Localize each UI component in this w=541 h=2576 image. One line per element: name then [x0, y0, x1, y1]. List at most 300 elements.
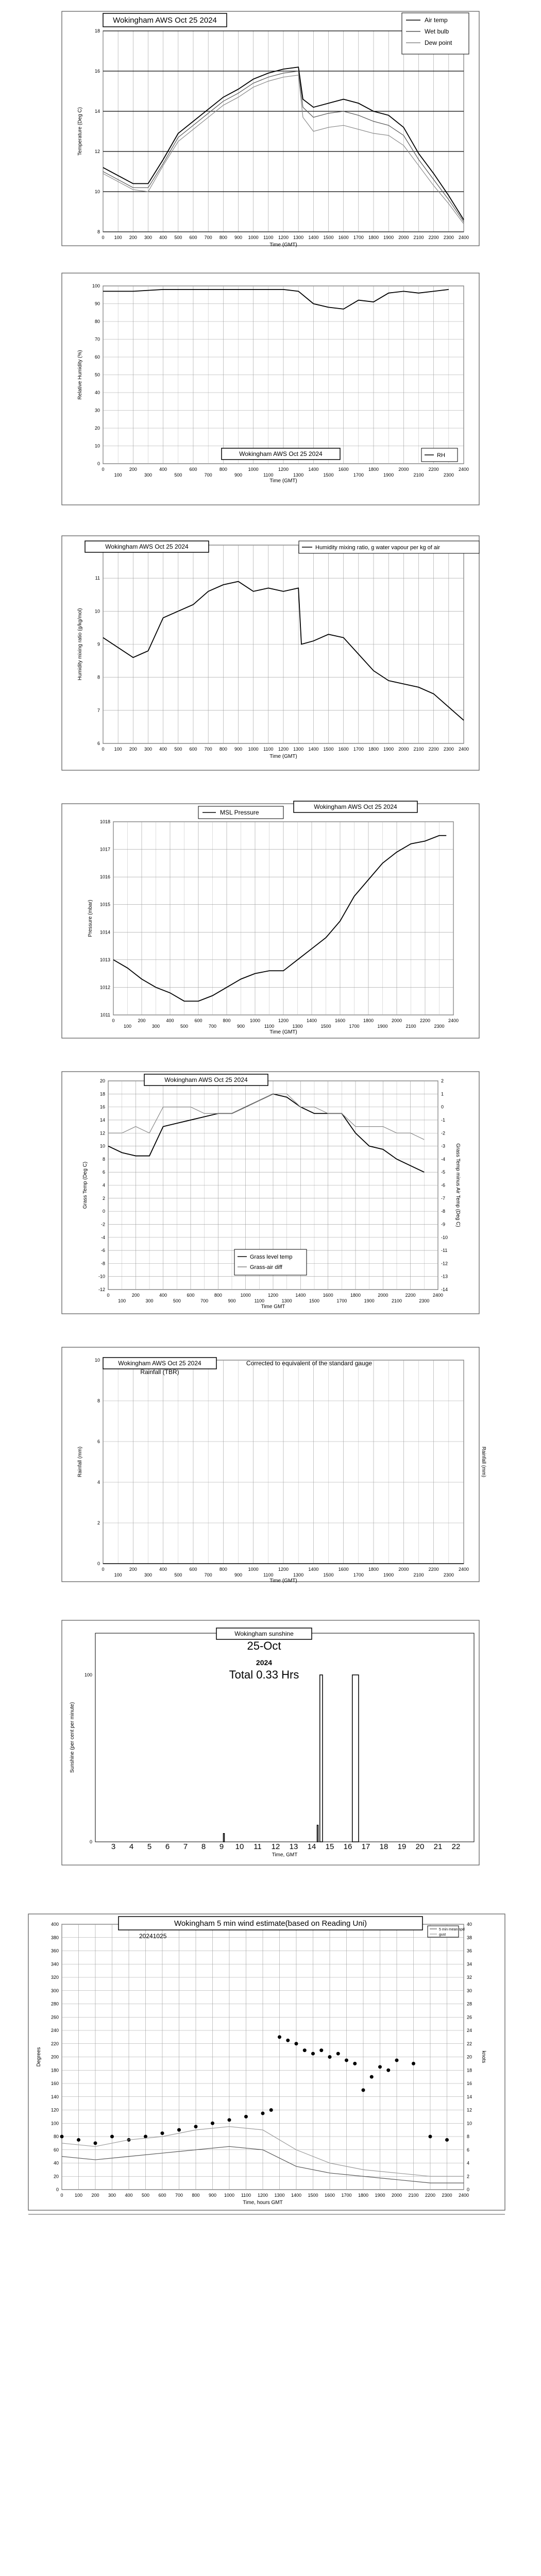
- legend-label: Grass level temp: [250, 1254, 293, 1260]
- y-tick-label: 120: [50, 2107, 59, 2113]
- x-tick-label: 1300: [293, 747, 304, 752]
- legend-label: Grass-air diff: [250, 1264, 282, 1270]
- y2-tick-label: 34: [467, 1961, 472, 1967]
- wind-direction-point: [60, 2135, 64, 2139]
- wind-direction-point: [269, 2108, 273, 2112]
- x-tick-label: 1100: [263, 235, 274, 240]
- x-axis-label: Time, hours GMT: [243, 2200, 283, 2206]
- x-tick-label: 1600: [338, 467, 349, 472]
- x-tick-label: 0: [102, 747, 105, 752]
- y-tick-label: 10: [94, 1358, 100, 1363]
- x-tick-label: 500: [180, 1024, 189, 1029]
- y2-tick-label: 8: [467, 2134, 470, 2139]
- x-tick-label: 1800: [368, 235, 379, 240]
- x-tick-label: 100: [114, 1572, 122, 1578]
- x-tick-label: 1900: [383, 472, 394, 478]
- x-tick-label: 2300: [443, 235, 454, 240]
- wind-direction-point: [336, 2052, 340, 2056]
- x-tick-label: 1100: [263, 747, 274, 752]
- chart-6: [62, 1347, 486, 1584]
- x-tick-label: 2100: [413, 235, 424, 240]
- y2-tick-label: 18: [467, 2067, 472, 2073]
- wind-direction-point: [345, 2058, 348, 2062]
- x-tick-label: 300: [144, 472, 153, 478]
- x-tick-label: 1500: [309, 1298, 320, 1303]
- y2-tick-label: -5: [441, 1170, 446, 1175]
- x-tick-label: 2100: [413, 747, 424, 752]
- x-tick-label: 2400: [458, 1567, 469, 1572]
- x-tick-label: 900: [234, 235, 243, 240]
- x-tick-label: 500: [174, 235, 182, 240]
- x-tick-label: 1000: [248, 747, 259, 752]
- x-tick-label: 1300: [293, 235, 304, 240]
- x-tick-label: 21: [433, 1842, 443, 1851]
- y-tick-label: 10: [94, 189, 100, 194]
- chart-subtitle: 25-Oct: [247, 1639, 281, 1652]
- legend-label: 5 min mean spd: [439, 1928, 465, 1931]
- x-tick-label: 11: [253, 1842, 262, 1851]
- x-tick-label: 2400: [458, 747, 469, 752]
- wind-direction-point: [445, 2138, 449, 2142]
- x-tick-label: 0: [102, 235, 105, 240]
- x-tick-label: 900: [234, 1572, 243, 1578]
- y-tick-label: 10: [99, 1143, 105, 1149]
- x-tick-label: 1200: [278, 467, 289, 472]
- x-tick-label: 6: [165, 1842, 170, 1851]
- y-tick-label: -6: [100, 1248, 105, 1253]
- y2-tick-label: -3: [441, 1143, 446, 1149]
- x-tick-label: 200: [129, 747, 137, 752]
- x-tick-label: 1300: [293, 1572, 304, 1578]
- x-tick-label: 500: [174, 1572, 182, 1578]
- y2-tick-label: 20: [467, 2054, 472, 2060]
- y-tick-label: 200: [50, 2054, 59, 2060]
- y2-tick-label: 22: [467, 2041, 472, 2046]
- y-axis-label: Temperature (Deg C): [77, 107, 83, 156]
- x-tick-label: 1700: [341, 2193, 352, 2198]
- x-tick-label: 1300: [292, 1024, 303, 1029]
- chart-1: [62, 11, 479, 248]
- y2-tick-label: 24: [467, 2028, 472, 2033]
- y-tick-label: 12: [94, 149, 100, 154]
- x-axis-label: Time (GMT): [269, 754, 297, 759]
- legend-label: MSL Pressure: [220, 809, 259, 816]
- x-tick-label: 1500: [323, 1572, 334, 1578]
- wind-direction-point: [386, 2069, 390, 2072]
- chart-title: Wokingham AWS Oct 25 2024: [113, 16, 217, 25]
- y-axis-label: Relative Humidity (%): [77, 350, 83, 400]
- y-tick-label: 20: [94, 426, 100, 431]
- y2-tick-label: 12: [467, 2107, 472, 2113]
- y-tick-label: 340: [50, 1961, 59, 1967]
- y-tick-label: 240: [50, 2028, 59, 2033]
- x-axis-label: Time (GMT): [269, 1029, 297, 1035]
- x-tick-label: 1700: [349, 1024, 360, 1029]
- x-tick-label: 10: [235, 1842, 244, 1851]
- x-tick-label: 1900: [383, 235, 394, 240]
- x-tick-label: 22: [451, 1842, 461, 1851]
- x-tick-label: 2400: [458, 2193, 469, 2198]
- x-tick-label: 1100: [241, 2193, 251, 2198]
- wind-direction-point: [370, 2075, 374, 2079]
- x-tick-label: 2000: [398, 747, 409, 752]
- wind-direction-point: [110, 2135, 114, 2139]
- y2-tick-label: -13: [441, 1274, 448, 1279]
- y2-tick-label: 2: [467, 2174, 470, 2179]
- y-tick-label: 40: [94, 390, 100, 395]
- x-tick-label: 800: [219, 467, 227, 472]
- x-tick-label: 500: [141, 2193, 150, 2198]
- y-tick-label: 400: [50, 1922, 59, 1927]
- y-tick-label: 10: [94, 443, 100, 449]
- wind-direction-point: [161, 2131, 164, 2135]
- y-tick-label: 12: [99, 1130, 105, 1136]
- x-tick-label: 100: [114, 235, 122, 240]
- x-tick-label: 200: [131, 1293, 140, 1298]
- x-tick-label: 1200: [267, 1293, 279, 1298]
- x-tick-label: 4: [129, 1842, 134, 1851]
- x-tick-label: 100: [114, 747, 122, 752]
- legend-label: Wet bulb: [425, 28, 449, 35]
- y-tick-label: 260: [50, 2014, 59, 2020]
- y2-tick-label: 26: [467, 2014, 472, 2020]
- y2-tick-label: 2: [441, 1078, 444, 1083]
- wind-direction-point: [228, 2118, 231, 2122]
- x-tick-label: 1700: [353, 747, 364, 752]
- x-tick-label: 1400: [308, 467, 319, 472]
- x-tick-label: 1400: [295, 1293, 306, 1298]
- wind-direction-point: [319, 2048, 323, 2052]
- wind-direction-point: [362, 2088, 365, 2092]
- x-tick-label: 1100: [263, 1572, 274, 1578]
- chart-4: [62, 801, 479, 1038]
- wind-direction-point: [244, 2115, 248, 2119]
- x-tick-label: 700: [204, 1572, 212, 1578]
- x-tick-label: 900: [236, 1024, 245, 1029]
- x-tick-label: 1500: [308, 2193, 318, 2198]
- y-tick-label: 220: [50, 2041, 59, 2046]
- x-tick-label: 14: [307, 1842, 316, 1851]
- y-axis-label: Degrees: [36, 2047, 42, 2067]
- chart-subtitle: Rainfall (TBR): [140, 1368, 179, 1376]
- plot-area: [95, 1633, 474, 1842]
- x-tick-label: 1800: [358, 2193, 369, 2198]
- x-tick-label: 900: [234, 747, 243, 752]
- y-tick-label: 8: [97, 674, 100, 680]
- chart-3: [62, 536, 479, 770]
- x-tick-label: 100: [118, 1298, 126, 1303]
- x-tick-label: 1700: [353, 1572, 364, 1578]
- y-tick-label: 1017: [99, 846, 110, 852]
- y2-tick-label: -1: [441, 1117, 446, 1123]
- wind-direction-point: [194, 2125, 198, 2128]
- x-tick-label: 1600: [338, 235, 349, 240]
- wind-direction-point: [295, 2042, 298, 2045]
- y2-tick-label: -2: [441, 1130, 446, 1136]
- y-tick-label: 1011: [100, 1012, 110, 1018]
- x-tick-label: 300: [151, 1024, 160, 1029]
- y-tick-label: 1014: [99, 929, 110, 935]
- x-tick-label: 1600: [338, 1567, 349, 1572]
- x-tick-label: 200: [129, 1567, 137, 1572]
- x-tick-label: 2300: [419, 1298, 430, 1303]
- x-tick-label: 15: [325, 1842, 334, 1851]
- x-tick-label: 2000: [391, 2193, 402, 2198]
- x-tick-label: 100: [114, 472, 122, 478]
- chart-title: Wokingham AWS Oct 25 2024: [314, 803, 397, 810]
- x-axis-label: Time (GMT): [269, 478, 297, 484]
- x-tick-label: 2300: [443, 747, 454, 752]
- x-tick-label: 1500: [323, 235, 334, 240]
- y-tick-label: 8: [102, 1156, 105, 1162]
- x-tick-label: 700: [208, 1024, 217, 1029]
- x-tick-label: 1900: [377, 1024, 388, 1029]
- x-tick-label: 600: [189, 1567, 197, 1572]
- wind-direction-point: [177, 2128, 181, 2132]
- y2-tick-label: -7: [441, 1195, 446, 1201]
- x-tick-label: 2300: [434, 1024, 445, 1029]
- x-tick-label: 800: [219, 747, 227, 752]
- x-tick-label: 0: [102, 1567, 105, 1572]
- y-tick-label: -2: [100, 1222, 105, 1227]
- wind-direction-point: [286, 2039, 290, 2042]
- x-tick-label: 1900: [383, 747, 394, 752]
- x-tick-label: 1800: [350, 1293, 361, 1298]
- y-axis-label: Pressure (mbar): [88, 900, 93, 937]
- y-tick-label: 50: [94, 372, 100, 378]
- chart-subtitle: 20241025: [139, 1933, 167, 1940]
- x-tick-label: 700: [200, 1298, 209, 1303]
- y-tick-label: 14: [99, 1117, 105, 1123]
- x-tick-label: 200: [91, 2193, 99, 2198]
- y-tick-label: 10: [94, 608, 100, 614]
- x-tick-label: 300: [145, 1298, 154, 1303]
- x-tick-label: 1300: [293, 472, 304, 478]
- chart-title: Wokingham AWS Oct 25 2024: [118, 1360, 201, 1367]
- x-tick-label: 2000: [398, 467, 409, 472]
- y-tick-label: 40: [53, 2160, 59, 2166]
- x-tick-label: 2400: [432, 1293, 444, 1298]
- wind-direction-point: [395, 2058, 399, 2062]
- x-tick-label: 600: [189, 747, 197, 752]
- x-tick-label: 300: [144, 235, 153, 240]
- x-tick-label: 800: [219, 1567, 227, 1572]
- wind-direction-point: [303, 2048, 307, 2052]
- y2-axis-label: knots: [481, 2050, 486, 2063]
- wind-direction-point: [328, 2055, 332, 2059]
- x-tick-label: 100: [123, 1024, 132, 1029]
- y-tick-label: 16: [94, 69, 100, 74]
- x-tick-label: 800: [192, 2193, 200, 2198]
- x-tick-label: 2100: [408, 2193, 419, 2198]
- x-tick-label: 500: [174, 472, 182, 478]
- y-tick-label: 100: [92, 283, 100, 289]
- wind-direction-point: [94, 2141, 97, 2145]
- y2-tick-label: 0: [441, 1104, 444, 1110]
- y-tick-label: 1012: [99, 985, 110, 990]
- x-tick-label: 400: [159, 467, 167, 472]
- x-tick-label: 1000: [248, 1567, 259, 1572]
- x-tick-label: 1400: [306, 1018, 317, 1023]
- x-tick-label: 2200: [428, 235, 439, 240]
- y-tick-label: 4: [97, 1480, 100, 1485]
- y2-tick-label: -12: [441, 1261, 448, 1266]
- y2-tick-label: 40: [467, 1922, 472, 1927]
- x-tick-label: 1800: [368, 467, 379, 472]
- x-tick-label: 1800: [363, 1018, 374, 1023]
- x-tick-label: 1900: [383, 1572, 394, 1578]
- x-tick-label: 600: [187, 1293, 195, 1298]
- y-tick-label: 18: [94, 28, 100, 33]
- x-tick-label: 800: [219, 235, 227, 240]
- legend-label: gust: [439, 1933, 446, 1937]
- x-tick-label: 300: [108, 2193, 116, 2198]
- x-axis-label: Time GMT: [261, 1304, 285, 1310]
- y2-tick-label: 16: [467, 2081, 472, 2086]
- x-tick-label: 600: [194, 1018, 202, 1023]
- x-tick-label: 400: [166, 1018, 174, 1023]
- x-tick-label: 300: [144, 747, 153, 752]
- wind-direction-point: [261, 2111, 265, 2115]
- x-tick-label: 2300: [442, 2193, 452, 2198]
- y2-tick-label: 36: [467, 1948, 472, 1954]
- y-tick-label: 8: [97, 1398, 100, 1403]
- x-tick-label: 100: [74, 2193, 83, 2198]
- y2-tick-label: -14: [441, 1287, 448, 1292]
- y-axis-label: Humidity mixing ratio (g/kg/mol): [77, 608, 83, 681]
- x-tick-label: 1800: [368, 1567, 379, 1572]
- x-tick-label: 2400: [448, 1018, 459, 1023]
- x-tick-label: 8: [201, 1842, 206, 1851]
- wind-direction-point: [211, 2122, 214, 2125]
- x-tick-label: 3: [111, 1842, 116, 1851]
- x-tick-label: 700: [204, 747, 212, 752]
- y-tick-label: 9: [97, 641, 100, 647]
- x-tick-label: 2200: [428, 467, 439, 472]
- x-tick-label: 1100: [254, 1298, 265, 1303]
- y-tick-label: 0: [56, 2187, 59, 2192]
- x-tick-label: 1600: [338, 747, 349, 752]
- wind-direction-point: [353, 2062, 357, 2065]
- x-tick-label: 400: [159, 1293, 167, 1298]
- x-tick-label: 1200: [278, 1018, 289, 1023]
- y2-tick-label: 6: [467, 2147, 470, 2153]
- wind-direction-point: [429, 2135, 432, 2139]
- x-tick-label: 2400: [458, 467, 469, 472]
- y-tick-label: 6: [102, 1170, 105, 1175]
- y-tick-label: 4: [102, 1182, 105, 1188]
- x-tick-label: 1300: [281, 1298, 292, 1303]
- x-tick-label: 1800: [368, 747, 379, 752]
- x-tick-label: 700: [204, 472, 212, 478]
- x-tick-label: 0: [107, 1293, 110, 1298]
- y2-axis-label: Rainfall (mm): [481, 1446, 486, 1478]
- x-tick-label: 5: [147, 1842, 152, 1851]
- x-tick-label: 1700: [353, 472, 364, 478]
- y2-tick-label: -8: [441, 1209, 446, 1214]
- x-tick-label: 600: [189, 235, 197, 240]
- x-tick-label: 18: [379, 1842, 388, 1851]
- x-tick-label: 1600: [324, 2193, 335, 2198]
- wind-direction-point: [412, 2062, 415, 2065]
- y2-tick-label: -11: [441, 1248, 448, 1253]
- x-tick-label: 1100: [264, 1024, 275, 1029]
- x-tick-label: 1200: [257, 2193, 268, 2198]
- x-tick-label: 700: [175, 2193, 183, 2198]
- y-tick-label: 70: [94, 336, 100, 342]
- x-tick-label: 500: [174, 747, 182, 752]
- y2-tick-label: 1: [441, 1091, 444, 1097]
- y-tick-label: 140: [50, 2094, 59, 2099]
- y-tick-label: 14: [94, 109, 100, 114]
- y-tick-label: 360: [50, 1948, 59, 1954]
- wind-direction-point: [278, 2035, 281, 2039]
- x-tick-label: 1400: [308, 1567, 319, 1572]
- y-tick-label: 380: [50, 1935, 59, 1940]
- x-tick-label: 600: [158, 2193, 166, 2198]
- y-axis-label: Grass Temp (Deg C): [82, 1161, 88, 1209]
- x-tick-label: 2100: [405, 1024, 416, 1029]
- x-tick-label: 1000: [248, 467, 259, 472]
- x-tick-label: 1200: [278, 747, 289, 752]
- x-tick-label: 2000: [378, 1293, 388, 1298]
- y-tick-label: 2: [97, 1520, 100, 1526]
- x-tick-label: 0: [112, 1018, 115, 1023]
- x-tick-label: 2100: [413, 472, 424, 478]
- y2-tick-label: 32: [467, 1975, 472, 1980]
- legend-label: Dew point: [425, 39, 452, 46]
- x-tick-label: 1600: [323, 1293, 333, 1298]
- y-tick-label: 90: [94, 301, 100, 307]
- x-tick-label: 1900: [375, 2193, 385, 2198]
- y2-tick-label: 0: [467, 2187, 470, 2192]
- x-tick-label: 13: [289, 1842, 298, 1851]
- x-tick-label: 1200: [278, 1567, 289, 1572]
- x-axis-label: Time (GMT): [269, 242, 297, 248]
- chart-title: Wokingham sunshine: [234, 1630, 294, 1637]
- x-tick-label: 400: [159, 747, 167, 752]
- x-tick-label: 400: [159, 1567, 167, 1572]
- legend-label: Air temp: [425, 16, 448, 24]
- x-tick-label: 200: [138, 1018, 146, 1023]
- y2-tick-label: -6: [441, 1182, 446, 1188]
- wind-direction-point: [378, 2065, 382, 2069]
- chart-2: [62, 273, 479, 505]
- y-tick-label: 320: [50, 1975, 59, 1980]
- y-tick-label: 1013: [99, 957, 110, 962]
- y2-axis-label: Grass Temp minus Air Temp (Deg C): [455, 1143, 461, 1227]
- chart-total: Total 0.33 Hrs: [229, 1668, 299, 1681]
- x-tick-label: 9: [219, 1842, 224, 1851]
- x-tick-label: 7: [183, 1842, 188, 1851]
- chart-7: [62, 1620, 479, 1865]
- y-tick-label: 16: [99, 1104, 105, 1110]
- x-tick-label: 1600: [334, 1018, 346, 1023]
- x-tick-label: 12: [271, 1842, 280, 1851]
- chart-title: Wokingham AWS Oct 25 2024: [164, 1076, 248, 1083]
- x-tick-label: 2000: [398, 1567, 409, 1572]
- x-tick-label: 800: [214, 1293, 222, 1298]
- x-tick-label: 2400: [458, 235, 469, 240]
- y-tick-label: 0: [97, 1561, 100, 1566]
- y-tick-label: -12: [98, 1287, 105, 1292]
- y-tick-label: 0: [102, 1209, 105, 1214]
- y2-tick-label: 10: [467, 2121, 472, 2126]
- y-tick-label: 1015: [99, 902, 110, 907]
- x-tick-label: 17: [361, 1842, 370, 1851]
- x-tick-label: 1000: [224, 2193, 235, 2198]
- y2-tick-label: 14: [467, 2094, 472, 2099]
